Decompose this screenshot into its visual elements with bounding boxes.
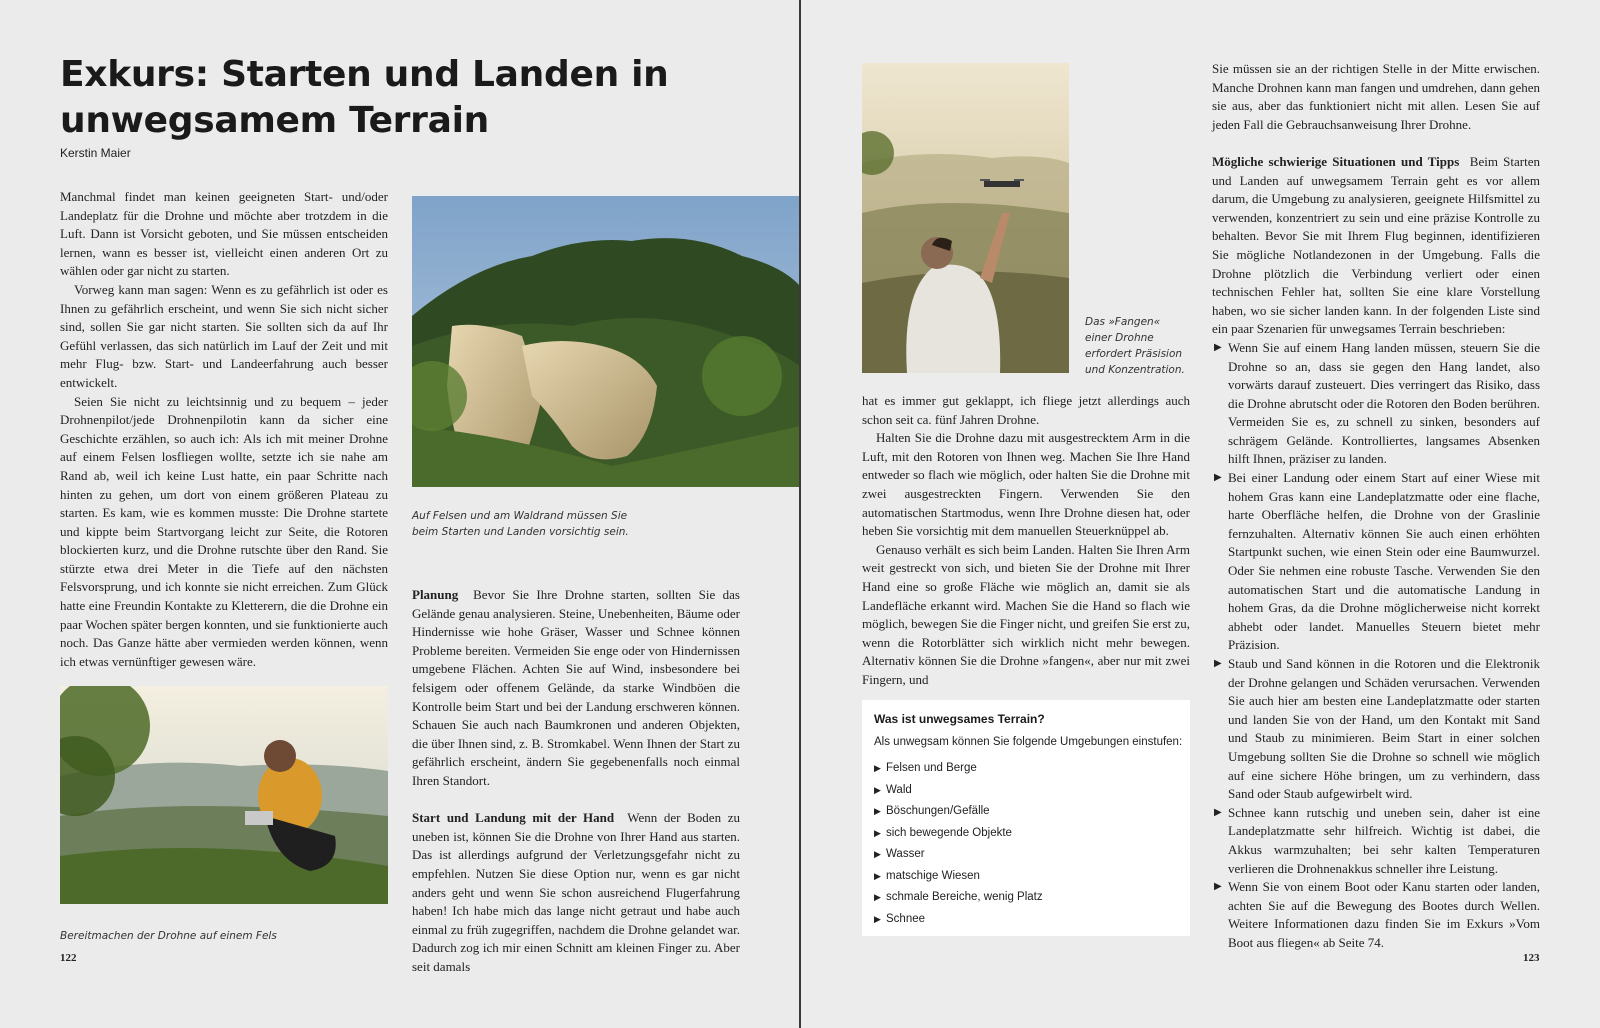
triangle-bullet-icon: ▶ bbox=[1214, 658, 1222, 669]
woman-photo-caption: Bereitmachen der Drohne auf einem Fels bbox=[60, 930, 277, 942]
list-item bbox=[1212, 655, 1540, 804]
tips-paragraph bbox=[1212, 153, 1540, 339]
triangle-bullet-icon: ▶ bbox=[1214, 472, 1222, 484]
author-name: Kerstin Maier bbox=[60, 146, 131, 160]
list-item-text: Wenn Sie von einem Boot oder Kanu starten oder landen, achten Sie auf die Bewegung des Bootes durch Wellen. Weitere Informationen dazu finden Sie im Exkurs »Vom Boot aus fliegen« ab Seite 74. bbox=[1228, 879, 1540, 950]
middle-column-text bbox=[862, 392, 1190, 690]
page-number-right: 123 bbox=[1523, 952, 1540, 964]
list-item bbox=[1212, 339, 1540, 469]
paragraph: Manchmal findet man keinen geeigneten Start- und/oder Landeplatz für die Drohne und möchte aber trotzdem in die Luft. Dann ist Vorsicht geboten, und Sie müssen entscheiden lernen, wann es besser ist, vielleicht einen anderen Ort zu wählen oder gar nicht zu starten. bbox=[60, 189, 388, 279]
triangle-bullet-icon: ▶ bbox=[874, 849, 881, 859]
right-column-text bbox=[1212, 60, 1540, 953]
planning-heading: Planung bbox=[412, 587, 459, 602]
drone-catch-photo bbox=[862, 63, 1069, 373]
triangle-bullet-icon: ▶ bbox=[874, 784, 881, 795]
list-item bbox=[874, 801, 1043, 823]
list-item bbox=[874, 758, 1043, 780]
triangle-bullet-icon: ▶ bbox=[874, 806, 881, 816]
catch-photo-caption: Das »Fangen« einer Drohne erfordert Präsision und Konzentration. bbox=[1085, 316, 1185, 376]
triangle-bullet-icon: ▶ bbox=[1214, 341, 1222, 353]
paragraph: Vorweg kann man sagen: Wenn es zu gefährlich ist oder es Ihnen zu gefährlich erscheint, und wenn Sie sich nicht sicher sind, sollen Sie gar nicht starten. Sie sollten sich da auf Ihr Gefühl verlassen, das sich natürlich im Lauf der Zeit und mit mehr Flug- bzw. Start- und Landeerfahrung auch besser entwickelt. bbox=[60, 281, 388, 390]
cliff-forest-photo bbox=[412, 196, 800, 487]
list-item bbox=[874, 780, 1043, 802]
page-number-left: 122 bbox=[60, 952, 77, 964]
list-item-text: schmale Bereiche, wenig Platz bbox=[886, 891, 1043, 903]
list-item bbox=[1212, 469, 1540, 655]
list-item bbox=[1212, 878, 1540, 952]
paragraph: Sie müssen sie an der richtigen Stelle in der Mitte erwischen. Manche Drohnen kann man fangen und umdrehen, dann gehen sie aus, aber das funktioniert nicht mit allen. Lesen Sie auf jeden Fall die Gebrauchsanweisung Ihrer Drohne. bbox=[1212, 61, 1540, 132]
list-item-text: Bei einer Landung oder einem Start auf einer Wiese mit hohem Gras kann eine Landeplatzmatte oder eine flache, harte Oberfläche helfen, die Drohne von der Graslinie fernzuhalten. Alternativ können Sie auch einen erhöhten Startpunkt suchen, wie einen Stein oder eine Baumwurzel. Oder Sie nehmen eine robuste Tasche. Verwenden Sie den automatischen Start und die automatische Landung in hohem Gras, da die Drohne möglicherweise nicht korrekt abhebt oder landet. Manuelles Steuern bietet mehr Präzision. bbox=[1228, 470, 1540, 653]
list-item-text: matschige Wiesen bbox=[886, 869, 980, 882]
list-item-text: Schnee bbox=[886, 912, 926, 925]
triangle-bullet-icon: ▶ bbox=[874, 827, 881, 838]
list-item-text: Wenn Sie auf einem Hang landen müssen, steuern Sie die Drohne so an, dass sie gegen den Hang landet, also vorwärts darauf zusteuert. Dies verringert das Risiko, dass die Drohne abrutscht oder die Rotoren den Boden berühren. Vermeiden Sie es, zu schnell zu sinken, besonders auf schrägem Gelände. Kontrolliertes, langsames Absenken hilft Ihnen, präziser zu landen. bbox=[1228, 339, 1540, 467]
planning-section bbox=[412, 586, 740, 976]
terrain-list bbox=[874, 758, 1043, 930]
triangle-bullet-icon: ▶ bbox=[874, 913, 881, 924]
list-item-text: Böschungen/Gefälle bbox=[886, 805, 990, 817]
list-item-text: sich bewegende Objekte bbox=[886, 826, 1012, 839]
list-item bbox=[1212, 804, 1540, 878]
left-column-text bbox=[60, 188, 388, 671]
info-box-intro: Als unwegsam können Sie folgende Umgebungen einstufen: bbox=[874, 736, 1183, 748]
cliff-photo-caption: Auf Felsen und am Waldrand müssen Sie beim Starten und Landen vorsichtig sein. bbox=[412, 510, 629, 538]
list-item bbox=[874, 866, 1043, 888]
hand-paragraph bbox=[412, 809, 740, 976]
hand-start-heading: Start und Landung mit der Hand bbox=[412, 810, 615, 826]
list-item bbox=[874, 909, 1043, 931]
paragraph: Genauso verhält es sich beim Landen. Halten Sie Ihren Arm weit gestreckt von sich, und bieten Sie der Drohne mit Ihrer Hand eine so große Fläche wie möglich an, damit sie als Landefläche erkannt wird. Machen Sie die Hand so flach wie möglich, bewegen Sie die Finger nicht, und greifen Sie erst zu, wenn die Rotorblätter sich wirklich nicht mehr bewegen. Alternativ können Sie die Drohne »fangen«, aber nur mit zwei Fingern, und bbox=[862, 541, 1190, 687]
hand-start-text: Wenn der Boden zu uneben ist, können Sie die Drohne von Ihrer Hand aus starten. Das ist allerdings aufgrund der Verletzungsgefahr nicht zu empfehlen. Nutzen Sie diese Option nur, wenn es gar nicht anders geht und wenn Sie schon ausreichend Flugerfahrung haben! Ich habe mich das lange nicht getraut und habe auch einmal zu früh zugegriffen, nachdem die Drohne gelandet war. Dadurch zog ich mir einen Schnitt am kleinen Finger zu. Aber seit damals bbox=[412, 810, 741, 974]
list-item bbox=[874, 887, 1043, 909]
paragraph: hat es immer gut geklappt, ich fliege jetzt allerdings auch schon seit ca. fünf Jahren Drohne. bbox=[862, 393, 1190, 427]
list-item-text: Wasser bbox=[886, 848, 925, 860]
list-item bbox=[874, 823, 1043, 845]
woman-preparing-drone-photo bbox=[60, 686, 388, 904]
list-item-text: Schnee kann rutschig und uneben sein, daher ist eine Landeplatzmatte sehr hilfreich. Wichtig ist dabei, die Akkus warmzuhalten; bei sehr kalten Temperaturen verlieren die Drohnenakkus schneller ihre Leistung. bbox=[1228, 804, 1540, 876]
planning-text: Bevor Sie Ihre Drohne starten, sollten Sie das Gelände genau analysieren. Steine, Unebenheiten, Bäume oder Hindernisse wie hohe Gräser, Wasser und Schnee können Probleme bereiten. Vermeiden Sie enge oder von Hindernissen umgebene Flächen. Achten Sie auf Wind, insbesondere bei felsigem oder offenem Gelände, da starke Windböen die Kontrolle beim Start und bei der Landung erschweren können. Schauen Sie auch nach Baumkronen und anderen Objekten, die über Ihnen sind, z. B. Stromkabel. Wenn Ihnen der Start zu gefährlich erscheint, ändern Sie gegebenenfalls noch einmal Ihren Standort. bbox=[412, 587, 740, 788]
triangle-bullet-icon: ▶ bbox=[874, 870, 881, 881]
terrain-info-box bbox=[862, 700, 1190, 936]
tips-intro: Beim Starten und Landen auf unwegsamem Terrain geht es vor allem darum, die Umgebung zu analysieren, geeignete Hilfsmittel zu verwenden, konzentriert zu sein und eine präzise Kontrolle zu behalten. Bevor Sie mit Ihrem Flug beginnen, identifizieren Sie mögliche Notlandezonen in der Umgebung. Falls die Drohne plötzlich die Verbindung verliert oder einen technischen Fehler hat, sollten Sie eine klare Vorstellung haben, wo sie sicher landen kann. In der folgenden Liste sind ein paar Szenarien für unwegsames Terrain beschrieben: bbox=[1212, 153, 1541, 337]
tips-list bbox=[1212, 339, 1540, 953]
page-title: Exkurs: Starten und Landen in unwegsamem Terrain bbox=[60, 54, 669, 141]
paragraph: Seien Sie nicht zu leichtsinnig und zu bequem – jeder Drohnenpilot/jede Drohnenpilotin kann da sicher eine Geschichte erzählen, so auch ich: Als ich mit meiner Drohne auf einem Felsen losfliegen wollte, setzte ich sie nahe am Rand ab, weil ich keine Lust hatte, ein paar Schritte nach hinten zu gehen, um dort von einem größeren Plateau zu starten. Es kam, wie es kommen musste: Die Drohne startete und kippte beim Startvorgang leicht zur Seite, die Rotoren blockierten kurz, und die Drohne rutschte über den Rand. Sie stürzte etwa drei Meter in die Tiefe auf den nächsten Felsvorsprung, und ich konnte sie nicht erreichen. Zum Glück hatte eine Freundin Kontakte zu Kletterern, die die Drohne ein paar Wochen später bergen konnten, und sie funktionierte auch noch. Das Ganze hätte aber vermieden werden können, wenn ich etwas vernünftiger gewesen wäre. bbox=[60, 393, 388, 669]
triangle-bullet-icon: ▶ bbox=[874, 892, 881, 902]
triangle-bullet-icon: ▶ bbox=[874, 763, 881, 773]
planning-paragraph bbox=[412, 586, 740, 791]
list-item-text: Staub und Sand können in die Rotoren und die Elektronik der Drohne gelangen und Schäden verursachen. Verwenden Sie auch hier am besten eine Landeplatzmatte oder starten und landen Sie von der Hand, um den Kontakt mit Sand und Staub zu minimieren. Beim Start in einer solchen Umgebung sollten Sie die Drohne so schnell wie möglich auf eine sichere Höhe bringen, um zu verhindern, dass Sand oder Staub aufgewirbelt wird. bbox=[1228, 656, 1540, 802]
triangle-bullet-icon: ▶ bbox=[1214, 806, 1222, 818]
info-box-title: Was ist unwegsames Terrain? bbox=[874, 712, 1045, 726]
tips-heading: Mögliche schwierige Situationen und Tipps bbox=[1212, 153, 1460, 169]
triangle-bullet-icon: ▶ bbox=[1214, 881, 1222, 893]
paragraph: Halten Sie die Drohne dazu mit ausgestrecktem Arm in die Luft, mit den Rotoren von Ihnen weg. Machen Sie Ihre Hand entweder so flach wie möglich, oder halten Sie die Drohne mit zwei ausgestreckten Fingern. Verwenden Sie den automatischen Startmodus, wenn Ihre Drohne diesen hat, oder heben Sie vorsichtig mit dem manuellen Steuerknüppel ab. bbox=[862, 430, 1190, 539]
list-item-text: Felsen und Berge bbox=[886, 762, 977, 774]
list-item-text: Wald bbox=[886, 783, 912, 796]
list-item bbox=[874, 844, 1043, 866]
